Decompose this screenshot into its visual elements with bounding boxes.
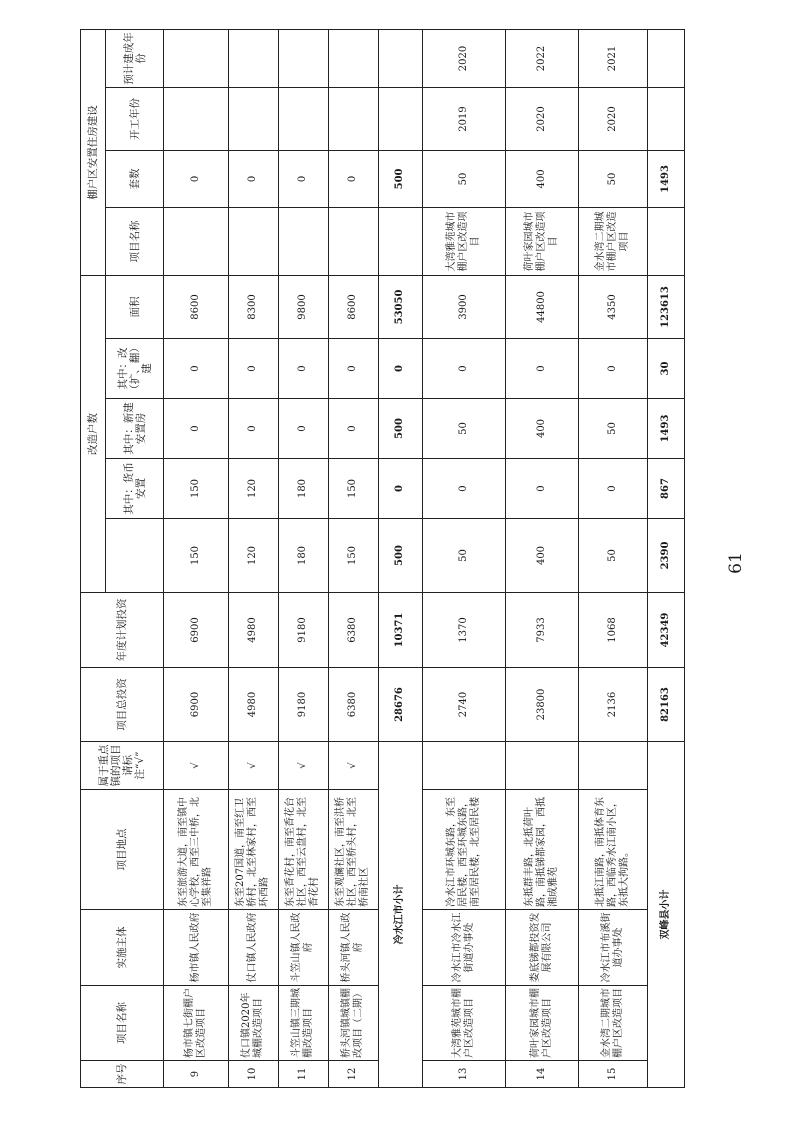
cell-total-investment: 6380 bbox=[328, 668, 378, 742]
cell-seq: 14 bbox=[506, 1061, 579, 1088]
cell-seq: 11 bbox=[278, 1061, 328, 1088]
cell-key-town: √ bbox=[328, 742, 378, 790]
cell-annual-investment: 6380 bbox=[328, 593, 378, 668]
table-row bbox=[422, 29, 506, 1087]
cell-annual-investment: 9180 bbox=[278, 593, 328, 668]
cell-res-project-name: 荷叶家园城市棚户区改造项目 bbox=[506, 207, 579, 275]
cell-new-housing: 0 bbox=[164, 399, 229, 459]
cell-res-completion-year bbox=[164, 29, 229, 87]
subtotal-res-project-name bbox=[379, 207, 423, 275]
subtotal-row bbox=[648, 29, 685, 1087]
cell-renovation-total: 400 bbox=[506, 519, 579, 593]
cell-rebuild: 0 bbox=[506, 339, 579, 399]
header-row-1 bbox=[81, 29, 106, 1087]
table-row bbox=[328, 29, 378, 1087]
subtotal-renovation-total: 2390 bbox=[648, 519, 685, 593]
cell-res-start-year bbox=[228, 87, 278, 150]
subtotal-monetary: 867 bbox=[648, 459, 685, 519]
cell-location: 东至观澜社区，南至洪桥社区，西至桥头村，北至桥南社区 bbox=[328, 790, 378, 910]
cell-new-housing: 400 bbox=[506, 399, 579, 459]
subtotal-new-housing: 500 bbox=[379, 399, 423, 459]
header-project-name: 项目名称 bbox=[81, 986, 164, 1061]
cell-monetary: 0 bbox=[506, 459, 579, 519]
cell-annual-investment: 1068 bbox=[579, 593, 648, 668]
housing-renovation-table bbox=[80, 29, 685, 1088]
cell-res-completion-year bbox=[328, 29, 378, 87]
cell-area: 4350 bbox=[579, 275, 648, 338]
header-total-investment: 项目总投资 bbox=[81, 668, 164, 742]
cell-seq: 9 bbox=[164, 1061, 229, 1088]
cell-renovation-total: 150 bbox=[328, 519, 378, 593]
header-res-start-year: 开工年份 bbox=[106, 87, 164, 150]
table-row bbox=[506, 29, 579, 1087]
cell-seq: 10 bbox=[228, 1061, 278, 1088]
cell-implementer: 杨市镇人民政府 bbox=[164, 910, 229, 986]
cell-rebuild: 0 bbox=[278, 339, 328, 399]
cell-project-name: 荷叶家园城市棚户区改造项目 bbox=[506, 986, 579, 1061]
subtotal-monetary: 0 bbox=[379, 459, 423, 519]
subtotal-res-units: 500 bbox=[379, 150, 423, 207]
subtotal-row bbox=[379, 29, 423, 1087]
cell-renovation-total: 180 bbox=[278, 519, 328, 593]
subtotal-res-start-year bbox=[648, 87, 685, 150]
cell-total-investment: 4980 bbox=[228, 668, 278, 742]
subtotal-label: 双峰县小计 bbox=[648, 742, 685, 1088]
cell-key-town bbox=[579, 742, 648, 790]
header-monetary: 其中：货币安置 bbox=[106, 459, 164, 519]
cell-location: 北抵江南路，南抵体育东路，西临秀水江南小区，东抵大拘路。 bbox=[579, 790, 648, 910]
cell-new-housing: 0 bbox=[328, 399, 378, 459]
table-row bbox=[228, 29, 278, 1087]
cell-renovation-total: 120 bbox=[228, 519, 278, 593]
subtotal-rebuild: 30 bbox=[648, 339, 685, 399]
cell-total-investment: 9180 bbox=[278, 668, 328, 742]
header-key-town: 属于重点镇的项目请标注“√” bbox=[81, 742, 164, 790]
subtotal-res-start-year bbox=[379, 87, 423, 150]
cell-res-start-year bbox=[164, 87, 229, 150]
cell-monetary: 0 bbox=[422, 459, 506, 519]
cell-project-name: 桥头河镇城镇棚改项目（二期） bbox=[328, 986, 378, 1061]
header-new-housing: 其中：新建安置房 bbox=[106, 399, 164, 459]
cell-res-completion-year bbox=[228, 29, 278, 87]
cell-project-name: 杨市镇七街棚户区改造项目 bbox=[164, 986, 229, 1061]
cell-project-name: 仗口镇2020年城棚改造项目 bbox=[228, 986, 278, 1061]
subtotal-new-housing: 1493 bbox=[648, 399, 685, 459]
cell-key-town bbox=[422, 742, 506, 790]
subtotal-area: 123613 bbox=[648, 275, 685, 338]
subtotal-annual-investment: 42349 bbox=[648, 593, 685, 668]
cell-total-investment: 23800 bbox=[506, 668, 579, 742]
cell-renovation-total: 50 bbox=[422, 519, 506, 593]
subtotal-res-completion-year bbox=[379, 29, 423, 87]
cell-seq: 12 bbox=[328, 1061, 378, 1088]
cell-area: 44800 bbox=[506, 275, 579, 338]
cell-area: 8300 bbox=[228, 275, 278, 338]
cell-area: 8600 bbox=[164, 275, 229, 338]
cell-area: 3900 bbox=[422, 275, 506, 338]
cell-location: 东至旅游大道，南至镇中心学校，西至三中桥，北至集祥路 bbox=[164, 790, 229, 910]
cell-res-completion-year bbox=[278, 29, 328, 87]
subtotal-rebuild: 0 bbox=[379, 339, 423, 399]
cell-rebuild: 0 bbox=[228, 339, 278, 399]
housing-renovation-table-wrapper bbox=[80, 32, 685, 1088]
cell-implementer: 冷水江市冷水江街道办事处 bbox=[422, 910, 506, 986]
cell-monetary: 150 bbox=[328, 459, 378, 519]
subtotal-area: 53050 bbox=[379, 275, 423, 338]
cell-res-units: 400 bbox=[506, 150, 579, 207]
subtotal-total-investment: 82163 bbox=[648, 668, 685, 742]
cell-annual-investment: 6900 bbox=[164, 593, 229, 668]
cell-res-units: 0 bbox=[164, 150, 229, 207]
cell-key-town bbox=[506, 742, 579, 790]
subtotal-res-completion-year bbox=[648, 29, 685, 87]
cell-res-start-year bbox=[328, 87, 378, 150]
table-row bbox=[278, 29, 328, 1087]
cell-res-completion-year: 2021 bbox=[579, 29, 648, 87]
cell-implementer: 娄底锑都投资发展有限公司 bbox=[506, 910, 579, 986]
cell-location: 东抵群丰路，北抵荷叶路，南抵锑都家园，西抵湘成雅苑 bbox=[506, 790, 579, 910]
cell-res-start-year: 2020 bbox=[506, 87, 579, 150]
cell-implementer: 仗口镇人民政府 bbox=[228, 910, 278, 986]
header-renovation-households: 改造户数 bbox=[81, 275, 106, 592]
cell-new-housing: 50 bbox=[422, 399, 506, 459]
cell-total-investment: 6900 bbox=[164, 668, 229, 742]
cell-total-investment: 2740 bbox=[422, 668, 506, 742]
subtotal-annual-investment: 10371 bbox=[379, 593, 423, 668]
header-resettlement-group: 棚户区安置住房建设 bbox=[81, 29, 106, 275]
cell-area: 8600 bbox=[328, 275, 378, 338]
subtotal-res-units: 1493 bbox=[648, 150, 685, 207]
cell-monetary: 180 bbox=[278, 459, 328, 519]
header-annual-investment: 年度计划投资 bbox=[81, 593, 164, 668]
cell-annual-investment: 7933 bbox=[506, 593, 579, 668]
cell-annual-investment: 4980 bbox=[228, 593, 278, 668]
cell-res-start-year: 2019 bbox=[422, 87, 506, 150]
cell-total-investment: 2136 bbox=[579, 668, 648, 742]
cell-new-housing: 0 bbox=[278, 399, 328, 459]
header-res-project-name: 项目名称 bbox=[106, 207, 164, 275]
cell-monetary: 0 bbox=[579, 459, 648, 519]
cell-res-start-year bbox=[278, 87, 328, 150]
table-row bbox=[579, 29, 648, 1087]
cell-seq: 13 bbox=[422, 1061, 506, 1088]
header-res-completion-year: 预计建成年份 bbox=[106, 29, 164, 87]
cell-project-name: 金水湾二期城市棚户区改造项目 bbox=[579, 986, 648, 1061]
cell-annual-investment: 1370 bbox=[422, 593, 506, 668]
subtotal-total-investment: 28676 bbox=[379, 668, 423, 742]
cell-res-units: 0 bbox=[278, 150, 328, 207]
cell-key-town: √ bbox=[278, 742, 328, 790]
cell-key-town: √ bbox=[164, 742, 229, 790]
cell-area: 9800 bbox=[278, 275, 328, 338]
subtotal-renovation-total: 500 bbox=[379, 519, 423, 593]
header-location: 项目地点 bbox=[81, 790, 164, 910]
cell-res-project-name bbox=[164, 207, 229, 275]
cell-res-completion-year: 2022 bbox=[506, 29, 579, 87]
cell-project-name: 斗笠山镇三期城棚改造项目 bbox=[278, 986, 328, 1061]
cell-res-completion-year: 2020 bbox=[422, 29, 506, 87]
cell-res-project-name: 金水湾二期城市棚户区改造项目 bbox=[579, 207, 648, 275]
cell-res-units: 0 bbox=[228, 150, 278, 207]
cell-seq: 15 bbox=[579, 1061, 648, 1088]
cell-rebuild: 0 bbox=[422, 339, 506, 399]
page-number: 61 bbox=[726, 552, 746, 574]
cell-new-housing: 50 bbox=[579, 399, 648, 459]
cell-res-start-year: 2020 bbox=[579, 87, 648, 150]
cell-res-project-name bbox=[328, 207, 378, 275]
cell-monetary: 150 bbox=[164, 459, 229, 519]
header-seq: 序号 bbox=[81, 1061, 164, 1088]
cell-rebuild: 0 bbox=[579, 339, 648, 399]
header-res-units: 套数 bbox=[106, 150, 164, 207]
cell-res-units: 0 bbox=[328, 150, 378, 207]
cell-implementer: 冷水江市布溪街道办事处 bbox=[579, 910, 648, 986]
header-renovation-total bbox=[106, 519, 164, 593]
cell-new-housing: 0 bbox=[228, 399, 278, 459]
cell-project-name: 大湾雅苑城市棚户区改造项目 bbox=[422, 986, 506, 1061]
cell-res-project-name bbox=[228, 207, 278, 275]
cell-key-town: √ bbox=[228, 742, 278, 790]
cell-monetary: 120 bbox=[228, 459, 278, 519]
subtotal-label: 冷水江市小计 bbox=[379, 742, 423, 1088]
cell-res-units: 50 bbox=[579, 150, 648, 207]
header-area: 面积 bbox=[106, 275, 164, 338]
cell-rebuild: 0 bbox=[328, 339, 378, 399]
cell-location: 东至207国道，南至红卫桥村，北至林家村，西至环西路 bbox=[228, 790, 278, 910]
cell-res-units: 50 bbox=[422, 150, 506, 207]
cell-res-project-name bbox=[278, 207, 328, 275]
cell-location: 冷水江市环城东路，东至居民楼，西至环城东路，南至居民楼，北至居民楼 bbox=[422, 790, 506, 910]
table-row bbox=[164, 29, 229, 1087]
cell-implementer: 桥头河镇人民政府 bbox=[328, 910, 378, 986]
cell-location: 东至香花村，南至香花台社区，西至云盘村，北至香花村 bbox=[278, 790, 328, 910]
cell-renovation-total: 150 bbox=[164, 519, 229, 593]
cell-rebuild: 0 bbox=[164, 339, 229, 399]
cell-renovation-total: 50 bbox=[579, 519, 648, 593]
subtotal-res-project-name bbox=[648, 207, 685, 275]
cell-res-project-name: 大湾雅苑城市棚户区改造项目 bbox=[422, 207, 506, 275]
cell-implementer: 斗笠山镇人民政府 bbox=[278, 910, 328, 986]
header-implementer: 实施主体 bbox=[81, 910, 164, 986]
header-rebuild: 其中：改（扩、翻）建 bbox=[106, 339, 164, 399]
